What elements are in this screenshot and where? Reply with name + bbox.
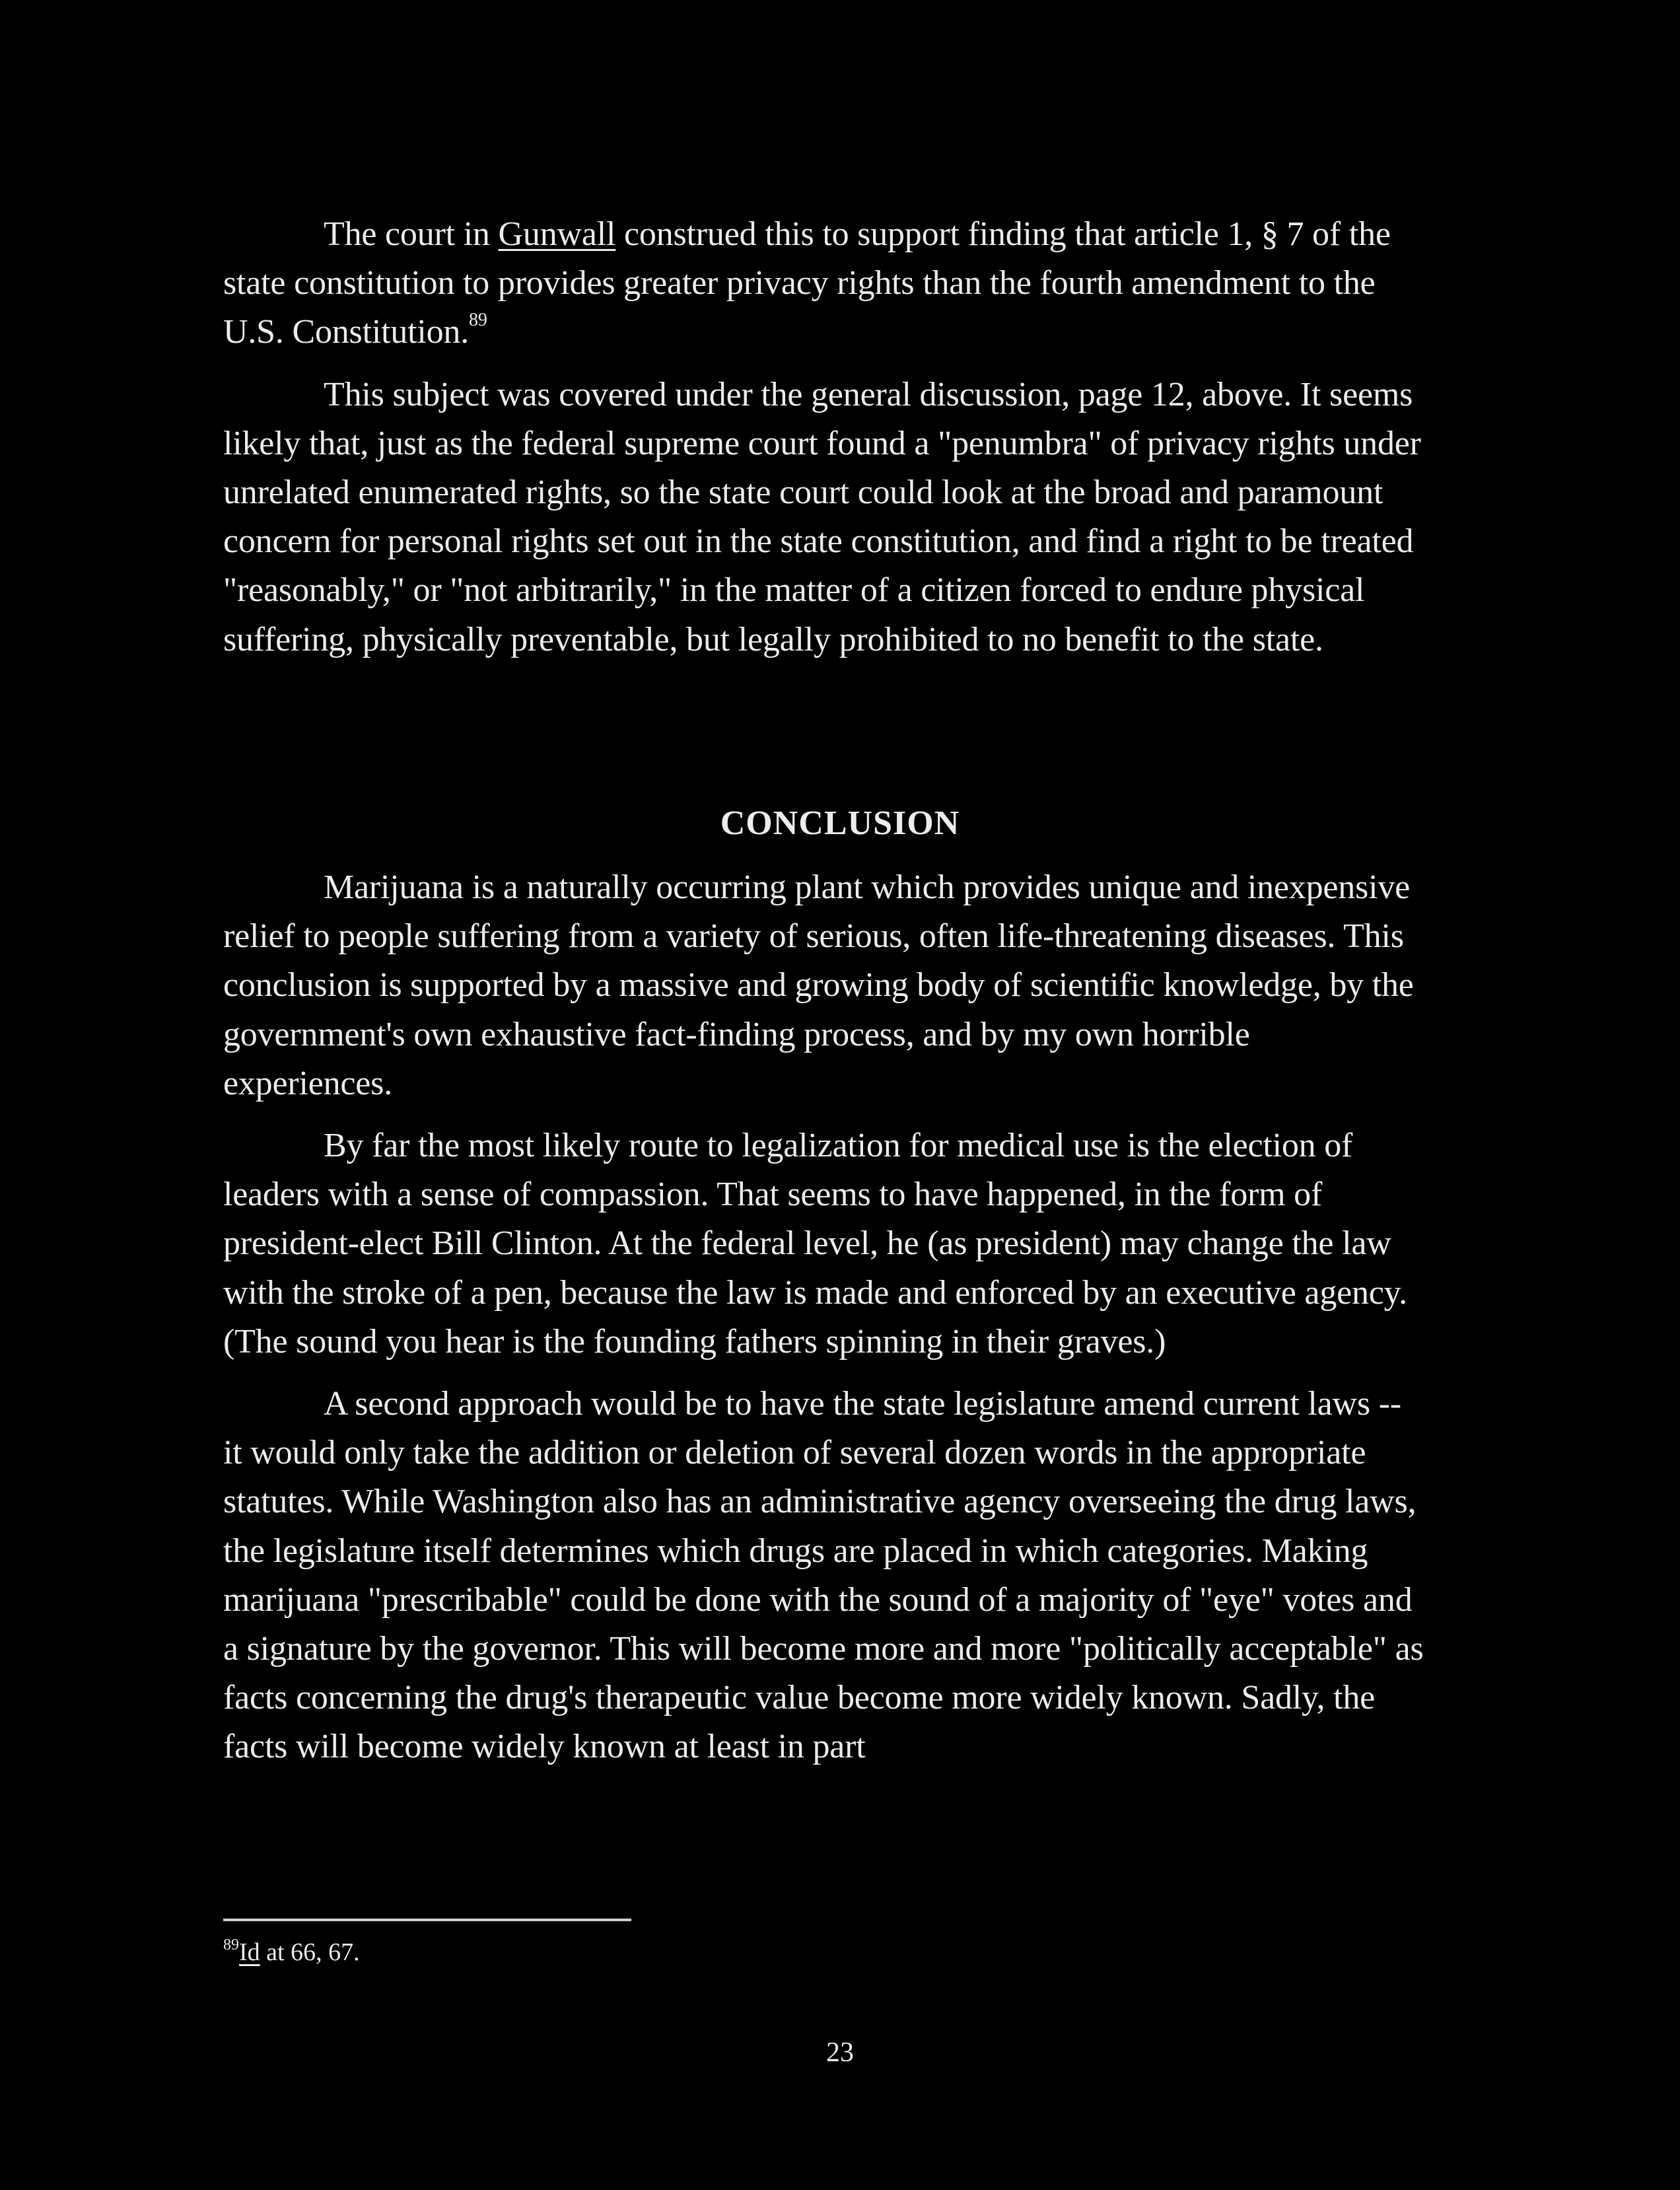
footnote-reference: 89 [469, 310, 487, 331]
section-heading-conclusion: CONCLUSION [720, 804, 960, 842]
footnote-divider [223, 1919, 631, 1921]
paragraph-text: The court in [324, 215, 499, 253]
paragraph-legislature: A second approach would be to have the state legislature amend current laws -- it would only take the addition or deletion of several dozen words in the appropriate statutes. While Washington also has an administrative agency overseeing the drug laws, the legislature itself determines which drugs are placed in which categories. Making marijuana "prescribable" could be done with the sound of a majority of "eye" votes and a signature by the governor. This will become more and more "politically acceptable" as facts concerning the drug's therapeutic value become more widely known. Sadly, the facts will become widely known at least in part [223, 1385, 1424, 1766]
paragraph-legalization: By far the most likely route to legalization for medical use is the election of leaders with a sense of compassion. That seems to have happened, in the form of president-elect Bill Clinton. At the federal level, he (as president) may change the law with the stroke of a pen, because the law is made and enforced by an executive agency. (The sound you hear is the founding fathers spinning in their graves.) [223, 1127, 1407, 1360]
page-number: 23 [826, 2037, 854, 2068]
footnote-number: 89 [223, 1936, 239, 1954]
footnote-text: at 66, 67. [260, 1938, 360, 1966]
case-name-gunwall: Gunwall [498, 215, 616, 253]
paragraph-text: construed this to support finding that article 1, § 7 of the state constitution to provides greater privacy rights than the fourth amendment to the U.S. Constitution. [223, 215, 1391, 351]
paragraph-gunwall [223, 210, 1425, 357]
paragraph-penumbra: This subject was covered under the general discussion, page 12, above. It seems likely that, just as the federal supreme court found a "penumbra" of privacy rights under unrelated enumerated rights, so the state court could look at the broad and paramount concern for personal rights set out in the state constitution, and find a right to be treated "reasonably," or "not arbitrarily," in the matter of a citizen forced to endure physical suffering, physically preventable, but legally prohibited to no benefit to the state. [223, 375, 1421, 658]
footnote-id-abbrev: Id [239, 1938, 260, 1966]
body-top [223, 210, 1425, 664]
paragraph-marijuana: Marijuana is a naturally occurring plant which provides unique and inexpensive relief to people suffering from a variety of serious, often life-threatening diseases. This conclusion is supported by a massive and growing body of scientific knowledge, by the government's own exhaustive fact-finding process, and by my own horrible experiences. [223, 868, 1414, 1102]
footnote [223, 1935, 360, 1969]
body-conclusion [223, 863, 1425, 1772]
